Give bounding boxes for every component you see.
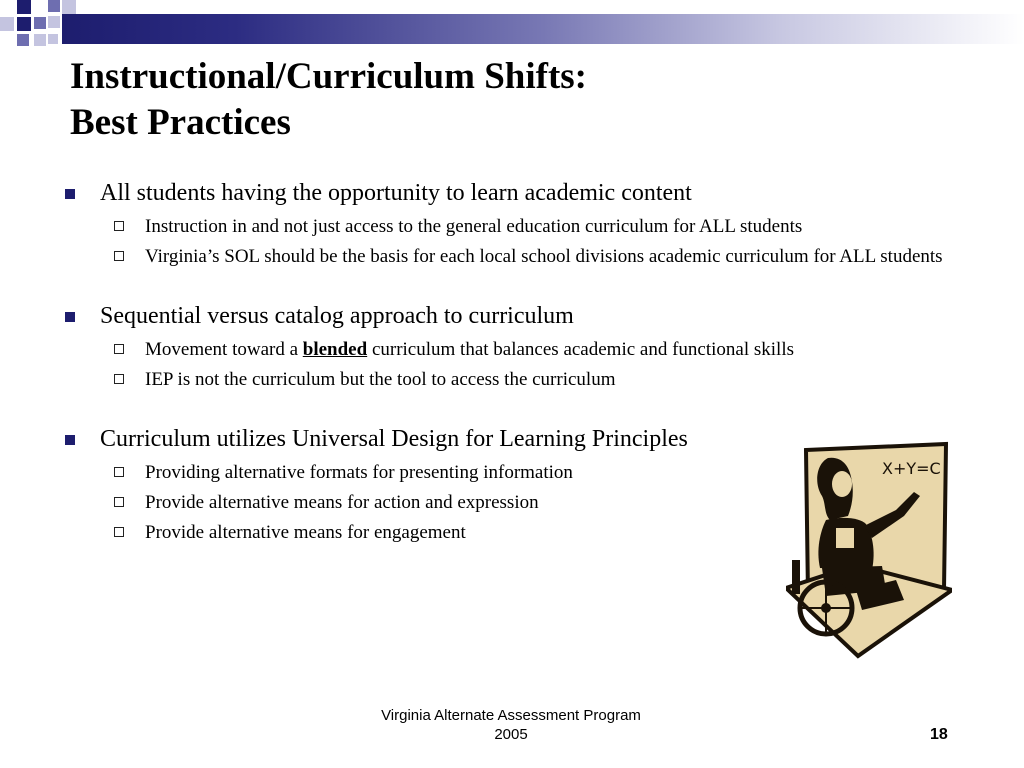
bullet-text: Curriculum utilizes Universal Design for Learning Principles [100, 426, 688, 452]
bullet-level-2 [62, 243, 945, 270]
corner-square-decoration [17, 34, 29, 46]
corner-square-decoration [48, 16, 60, 28]
bullet-text: All students having the opportunity to learn academic content [100, 180, 692, 206]
slide-footer [340, 706, 682, 744]
corner-square-decoration [48, 34, 58, 44]
sub-bullet-text-after: curriculum that balances academic and functional skills [367, 339, 795, 360]
corner-square-decoration [34, 34, 46, 46]
corner-square-decoration [34, 17, 46, 29]
slide-title-line-1: Instructional/Curriculum Shifts: [70, 56, 588, 97]
wheelchair-student-clipart [786, 440, 952, 660]
corner-square-decoration [17, 0, 31, 14]
filled-square-bullet-icon [65, 189, 75, 199]
header-gradient-bar [62, 14, 1024, 44]
hollow-square-bullet-icon [114, 221, 124, 231]
bullet-level-2 [62, 213, 962, 240]
slide-title [70, 54, 587, 146]
hollow-square-bullet-icon [114, 467, 124, 477]
bullet-level-2 [62, 336, 962, 363]
sub-bullet-text: Providing alternative formats for presenting information [145, 462, 573, 483]
corner-square-decoration [17, 17, 31, 31]
footer-line-2: 2005 [494, 726, 528, 743]
bullet-group [62, 176, 962, 270]
corner-square-decoration [0, 17, 14, 31]
slide-title-line-2: Best Practices [70, 102, 291, 143]
filled-square-bullet-icon [65, 435, 75, 445]
sub-bullet-text: Instruction in and not just access to the general education curriculum for ALL students [145, 216, 803, 237]
bullet-level-1 [62, 299, 962, 333]
hollow-square-bullet-icon [114, 527, 124, 537]
corner-square-decoration [48, 0, 60, 12]
sub-bullet-text: Virginia’s SOL should be the basis for each local school divisions academic curriculum for ALL students [145, 246, 943, 267]
corner-square-decoration [62, 0, 76, 14]
sub-bullet-text-before: Movement toward a [145, 339, 303, 360]
sub-bullet-text: IEP is not the curriculum but the tool to access the curriculum [145, 369, 616, 390]
sub-bullet-text: Provide alternative means for action and expression [145, 492, 539, 513]
emphasized-word: blended [302, 339, 368, 360]
hollow-square-bullet-icon [114, 251, 124, 261]
chalkboard-equation: X+Y=C [882, 459, 941, 478]
hollow-square-bullet-icon [114, 497, 124, 507]
hollow-square-bullet-icon [114, 344, 124, 354]
bullet-text: Sequential versus catalog approach to curriculum [100, 303, 574, 329]
filled-square-bullet-icon [65, 312, 75, 322]
bullet-group [62, 299, 962, 393]
page-number: 18 [930, 726, 948, 743]
bullet-level-2 [62, 366, 962, 393]
sub-bullet-text: Provide alternative means for engagement [145, 522, 466, 543]
footer-line-1: Virginia Alternate Assessment Program [381, 707, 641, 724]
hollow-square-bullet-icon [114, 374, 124, 384]
bullet-level-1 [62, 176, 962, 210]
